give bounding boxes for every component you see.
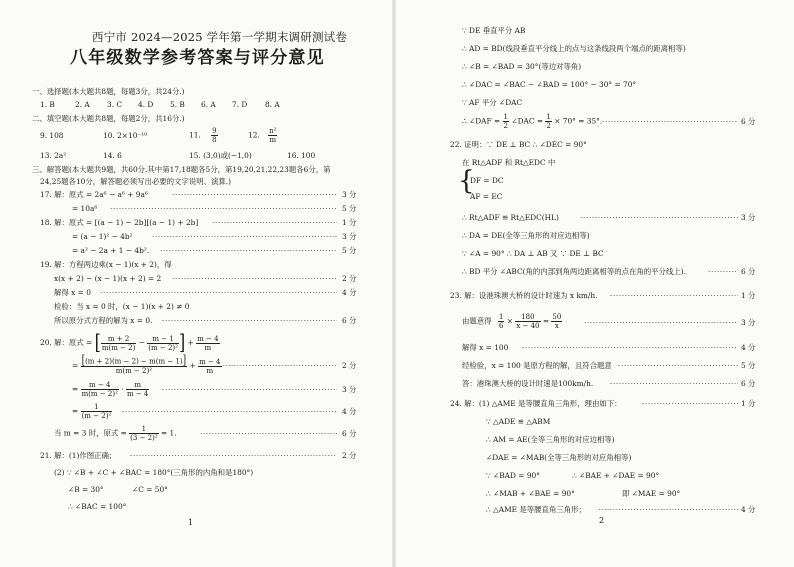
q21-cont-line: ∴ ∠DAC = ∠BAC − ∠BAD = 100° − 30° = 70° [462, 80, 637, 89]
choice-answer: 1. B [40, 100, 55, 109]
q21-cont-line: ∴ ∠DAF = $\frac{1}{2}$ ∠DAC = $\frac{1}{2}$ × 70° = 35°. [462, 113, 603, 130]
q23-line: 解得 x = 100 [462, 343, 509, 352]
dot-leader [122, 407, 337, 416]
dot-leader [130, 451, 337, 460]
dot-leader [584, 318, 738, 327]
dot-leader [522, 343, 738, 352]
dot-leader [602, 117, 738, 126]
fill-answer-13: 13. 2a² [40, 151, 67, 160]
q24-line: ∴ ∠BAE + ∠DAE = 90° [572, 471, 660, 480]
fill-answer-14: 14. 6 [103, 151, 122, 160]
score: 4 分 [741, 343, 756, 352]
q24-line: ∵ ∠BAD = 90° [486, 471, 540, 480]
q19-line: 检验：当 x = 0 时，(x − 1)(x + 2) ≠ 0 [54, 302, 190, 311]
score: 3 分 [342, 232, 357, 241]
q19-line: 解得 x = 0 [54, 288, 91, 297]
choice-answer: 8. A [265, 100, 280, 109]
score: 6 分 [342, 429, 357, 438]
q24-line: 即 ∠MAE = 90° [622, 489, 681, 498]
dot-leader [212, 218, 337, 227]
score: 5 分 [342, 204, 357, 213]
score: 6 分 [741, 379, 756, 388]
q20-line4: = $\frac{1}{\text{(m − 2)²}}$ [72, 403, 112, 420]
q23-line: 由题意得 $\frac{1}{6}$ × $\frac{180}{x - 40}$ = $\frac{50}{x}$ [462, 313, 562, 330]
q24-line: ∠DAE = ∠MAB(全等三角形的对应角相等) [486, 453, 632, 462]
q21-cont-line: ∵ AF 平分 ∠DAC [462, 98, 523, 107]
score: 5 分 [342, 246, 357, 255]
fill-answer-10: 10. 2×10⁻¹⁰ [103, 131, 148, 140]
fill-answer-15: 15. (3,0)或(−1,0) [189, 151, 252, 160]
fill-answer-9: 9. 108 [40, 131, 64, 140]
score: 2 分 [342, 274, 357, 283]
fill-answer-16: 16. 100 [287, 151, 316, 160]
q24-line: ∴ △AME 是等腰直角三角形； [486, 505, 586, 514]
q22-line: ∴ BD 平分 ∠ABC(角的内部到角两边距离相等的点在角的平分线上). [462, 267, 686, 276]
dot-leader [152, 232, 337, 241]
q23-line: 23. 解：设港珠澳大桥的设计时速为 x km/h. [450, 291, 598, 300]
dot-leader [162, 316, 337, 325]
dot-leader [708, 267, 738, 276]
q22-line: ∵ ∠A = 90° ∴ DA ⊥ AB 又 ∵ DE ⊥ BC [462, 249, 604, 258]
q24-line: ∴ ∠MAB + ∠BAE = 90° [486, 489, 575, 498]
q20-line1: 20. 解：原式 = [ $\frac{m + 2}{m(m - 2)}$ − $\frac{m - 1}{\text{(m − 2)²}}$ ] + $\frac{m - 4}{m}$ [40, 330, 219, 355]
q22-line: 22. 证明：∵ DE ⊥ BC ∴ ∠DEC = 90° [450, 140, 587, 149]
score: 4 分 [342, 288, 357, 297]
q19-line: 所以原分式方程的解为 x = 0. [54, 316, 153, 325]
q23-line: 经检验，x = 100 是原方程的解，且符合题意 [462, 361, 612, 370]
score: 3 分 [741, 318, 756, 327]
page-number: 2 [599, 516, 605, 525]
section3-heading: 24,25题各10分，解答题必须写出必要的文字说明、演算.) [40, 177, 232, 186]
q24-line: 24. 解：(1) △AME 是等腰直角三角形，理由如下： [450, 399, 622, 408]
dot-leader [160, 246, 337, 255]
score: 5 分 [741, 361, 756, 370]
q21-line: (2) ∵ ∠B + ∠C + ∠BAC = 180°(三角形的内角和是180°) [54, 468, 254, 477]
dot-leader [610, 291, 738, 300]
q18-line: = (a − 1)² − 4b² [72, 232, 133, 241]
score: 3 分 [342, 190, 357, 199]
q22-line: ∴ DA = DE(全等三角形的对应边相等) [462, 231, 590, 240]
score: 6 分 [342, 316, 357, 325]
score: 1 分 [741, 399, 756, 408]
section3-heading: 三、解答题(本大题共9题，共60分.其中第17,18题各5分，第19,20,21,22,23题各6分，第 [32, 165, 331, 174]
q19-line: x(x + 2) − (x − 1)(x + 2) = 2 [54, 274, 162, 283]
dot-leader [172, 190, 337, 199]
dot-leader [162, 385, 337, 394]
section1-heading: 一、选择题(本大题共8题，每题3分，共24分.) [32, 87, 185, 96]
choice-answer: 3. C [107, 100, 123, 109]
dot-leader [200, 429, 337, 438]
q23-line: 答：港珠澳大桥的设计时速是100km/h. [462, 379, 594, 388]
section2-heading: 二、填空题(本大题共8题，每题2分，共16分.) [32, 114, 185, 123]
q18-line: = a² − 2a + 1 − 4b². [72, 246, 150, 255]
dot-leader [222, 361, 337, 370]
choice-answer: 5. B [170, 100, 185, 109]
choice-answer: 4. D [138, 100, 154, 109]
q20-line3: = $\frac{m - 4}{\text{m(m − 2)²}}$ · $\frac{m}{m - 4}$ [72, 381, 149, 398]
brace: { [458, 166, 475, 196]
q17-line: 17. 解：原式 = 2a⁶ − a⁶ + 9a⁶ [40, 190, 148, 199]
dot-leader [100, 288, 337, 297]
answer-key-title: 八年级数学参考答案与评分意见 [70, 48, 325, 68]
q20-line2: = $\frac{[(m + 2)(m - 2) - m(m - 1)]}{\text{m(m − 2)²}}$ + $\frac{m - 4}{m}$ [72, 354, 221, 375]
q19-line: 19. 解：方程两边乘(x − 1)(x + 2)，得 [40, 260, 172, 269]
choice-answer: 6. A [201, 100, 216, 109]
q22-line: 在 Rt△ADF 和 Rt△EDC 中 [462, 158, 556, 167]
score: 2 分 [342, 451, 357, 460]
score: 1 分 [342, 218, 357, 227]
q21-cont-line: ∴ AD = BD(线段垂直平分线上的点与这条线段两个端点的距离相等) [462, 44, 686, 53]
answer-page-right [396, 0, 794, 567]
q17-line: = 10a⁶ [72, 204, 98, 213]
q21-line: ∠B = 30° [68, 485, 104, 494]
score: 3 分 [741, 213, 756, 222]
choice-answer: 7. D [232, 100, 248, 109]
choice-answer: 2. A [75, 100, 90, 109]
answer-page-left [0, 0, 392, 567]
q21-cont-line: ∴ ∠B = ∠BAD = 30°(等边对等角) [462, 62, 582, 71]
q21-line: ∠C = 50° [132, 485, 168, 494]
q24-line: ∵ △ADE ≌ △ABM [486, 417, 551, 426]
score: 4 分 [342, 407, 357, 416]
dot-leader [610, 379, 738, 388]
q21-line: ∴ ∠BAC = 100° [68, 502, 127, 511]
fill-answer-12: 12. $\frac{\text{n²}}{m}$ [248, 127, 277, 144]
exam-title: 西宁市 2024—2025 学年第一学期末调研测试卷 [92, 30, 348, 44]
q21-cont-line: ∵ DE 垂直平分 AB [462, 26, 526, 35]
fill-answer-11: 11. $\frac{9}{8}$ [189, 127, 217, 144]
dot-leader [618, 361, 738, 370]
score: 3 分 [342, 385, 357, 394]
q20-line5: 当 m = 3 时，原式 = $\frac{1}{\text{(3 − 2)²}}$ = 1. [54, 425, 177, 442]
score: 4 分 [741, 505, 756, 514]
q22-line: DF = DC [470, 176, 504, 185]
score: 6 分 [741, 117, 756, 126]
dot-leader [172, 274, 337, 283]
score: 2 分 [342, 361, 357, 370]
q24-line: ∴ AM = AE(全等三角形的对应边相等) [486, 435, 615, 444]
page-number: 1 [188, 518, 194, 527]
q22-line: AF = EC [470, 192, 503, 201]
dot-leader [580, 213, 738, 222]
q18-line: 18. 解：原式 = [(a − 1) − 2b][(a − 1) + 2b] [40, 218, 199, 227]
q21-line: 21. 解：(1)作图正确； [40, 451, 117, 460]
dot-leader [598, 505, 738, 514]
dot-leader [642, 399, 738, 408]
score: 1 分 [741, 291, 756, 300]
dot-leader [110, 204, 337, 213]
score: 6 分 [741, 267, 756, 276]
q22-line: ∴ Rt△ADF ≌ Rt△EDC(HL) [462, 213, 559, 222]
